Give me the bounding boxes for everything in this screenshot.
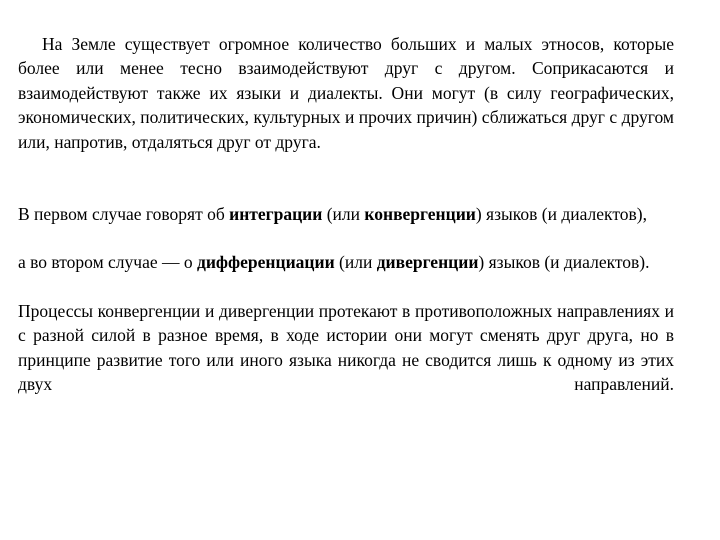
- integration-intro-text: В первом случае говорят об: [18, 204, 230, 225]
- term-convergence: конвергенции: [364, 204, 476, 225]
- differentiation-intro-text: а во втором случае — о: [18, 252, 197, 273]
- term-divergence: дивергенции: [376, 252, 479, 273]
- term-differentiation: дифференциации: [196, 252, 335, 273]
- paragraph-processes: Процессы конвергенции и дивергенции протекают в противоположных направлениях и с разной силой в разное время, в ходе истории они могут сменять друг друга, но в принципе развитие того или иного языка никогда не сводится лишь к одному из этих двух направлений.: [18, 300, 674, 395]
- differentiation-or-text: (или: [334, 252, 377, 273]
- term-integration: интеграции: [229, 204, 323, 225]
- integration-or-text: (или: [322, 204, 365, 225]
- paragraph-integration: [18, 202, 674, 226]
- paragraph-ethnos-interaction: На Земле существует огромное количество больших и малых этносов, которые более или менее тесно взаимодействуют друг с другом. Соприкасаются и взаимодействуют также их языки и диалекты. Они могут (в силу географических, экономических, политических, культурных и прочих причин) сближаться друг с другом или, напротив, отдаляться друг от друга.: [18, 34, 674, 152]
- integration-tail-text: ) языков (и диалектов),: [475, 204, 647, 225]
- differentiation-tail-text: ) языков (и диалектов).: [478, 252, 650, 273]
- paragraph-differentiation: [18, 250, 674, 274]
- document-body: [18, 32, 674, 396]
